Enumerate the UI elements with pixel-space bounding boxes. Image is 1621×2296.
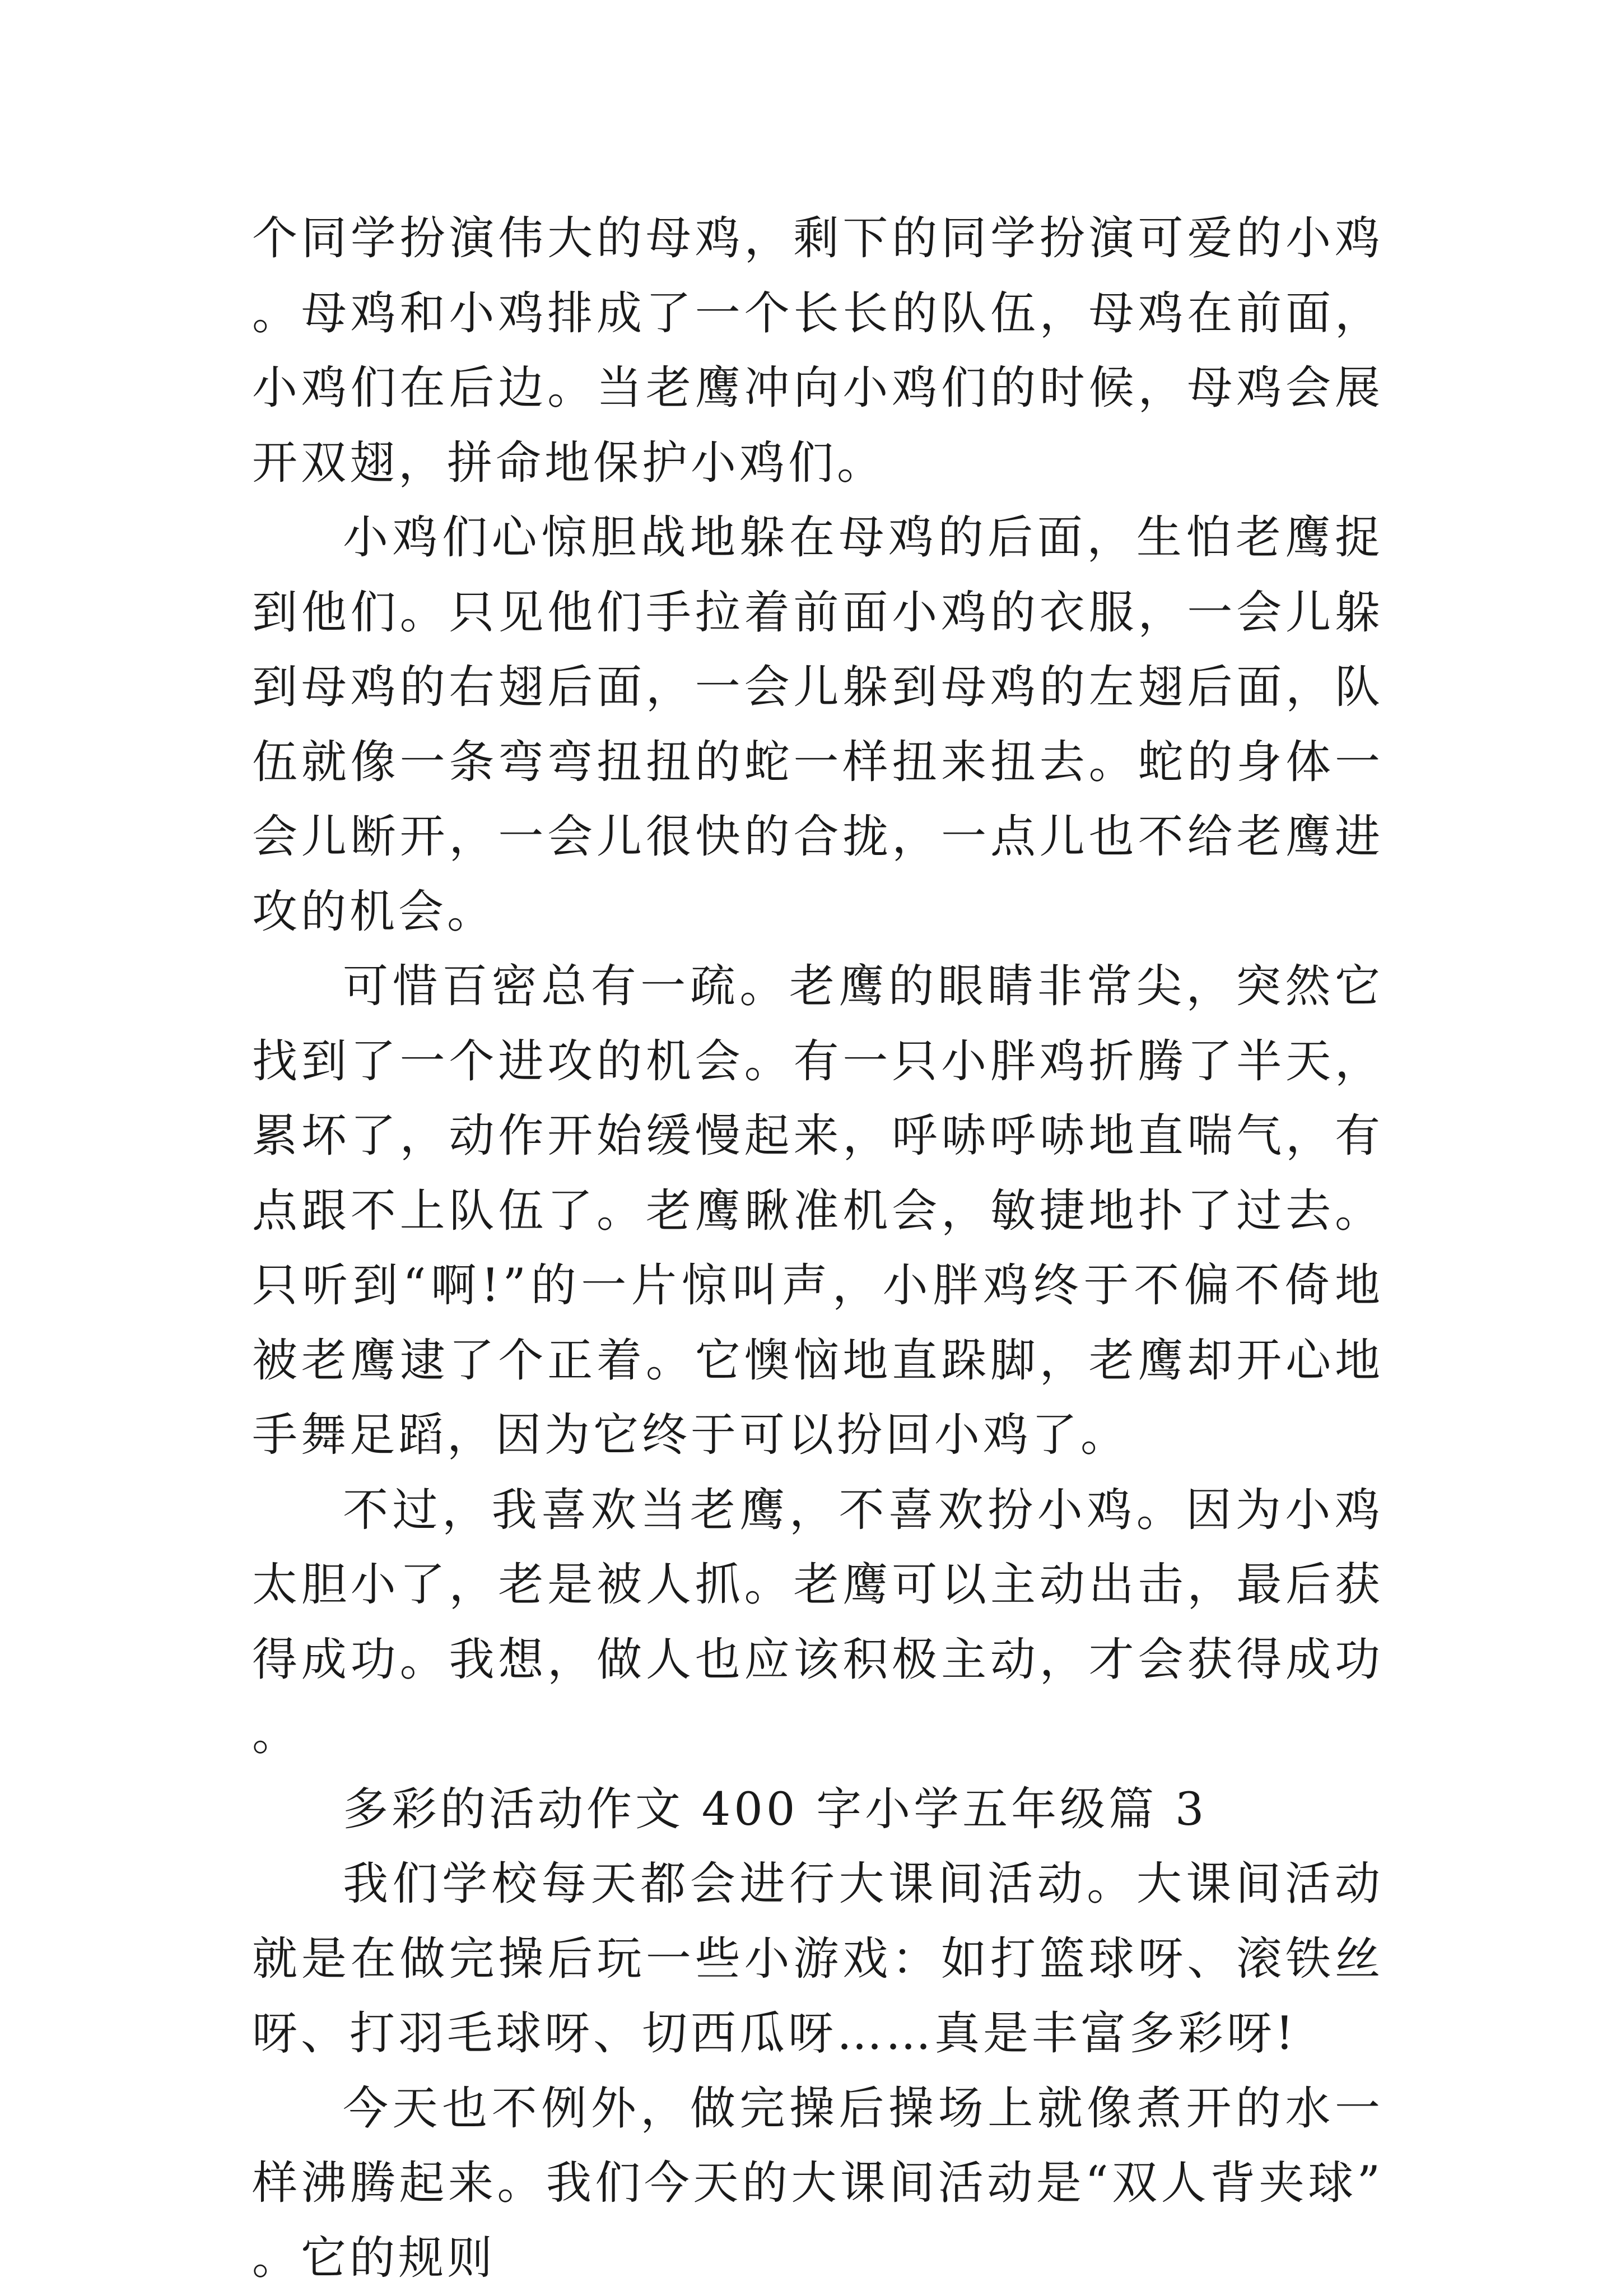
paragraph-recess-activities: 我们学校每天都会进行大课间活动。大课间活动就是在做完操后玩一些小游戏：如打篮球呀、滚铁丝呀、打羽毛球呀、切西瓜呀……真是丰富多彩呀! xyxy=(252,1847,1384,2072)
document-body xyxy=(252,202,1384,2296)
paragraph-today-activity: 今天也不例外，做完操后操场上就像煮开的水一样沸腾起来。我们今天的大课间活动是“双人背夹球”。它的规则 xyxy=(252,2072,1384,2296)
paragraph-conclusion: 不过，我喜欢当老鹰，不喜欢扮小鸡。因为小鸡太胆小了，老是被人抓。老鹰可以主动出击，最后获得成功。我想，做人也应该积极主动，才会获得成功。 xyxy=(252,1474,1384,1773)
paragraph-continuation: 个同学扮演伟大的母鸡，剩下的同学扮演可爱的小鸡。母鸡和小鸡排成了一个长长的队伍，母鸡在前面，小鸡们在后边。当老鹰冲向小鸡们的时候，母鸡会展开双翅，拼命地保护小鸡们。 xyxy=(252,202,1384,501)
paragraph-eagle-attack: 可惜百密总有一疏。老鹰的眼睛非常尖，突然它找到了一个进攻的机会。有一只小胖鸡折腾了半天，累坏了，动作开始缓慢起来，呼哧呼哧地直喘气，有点跟不上队伍了。老鹰瞅准机会，敏捷地扑了过去。只听到“啊!”的一片惊叫声，小胖鸡终于不偏不倚地被老鹰逮了个正着。它懊恼地直跺脚，老鹰却开心地手舞足蹈，因为它终于可以扮回小鸡了。 xyxy=(252,950,1384,1474)
paragraph-chicks-hiding: 小鸡们心惊胆战地躲在母鸡的后面，生怕老鹰捉到他们。只见他们手拉着前面小鸡的衣服，一会儿躲到母鸡的右翅后面，一会儿躲到母鸡的左翅后面，队伍就像一条弯弯扭扭的蛇一样扭来扭去。蛇的身体一会儿断开，一会儿很快的合拢，一点儿也不给老鹰进攻的机会。 xyxy=(252,501,1384,950)
section-heading: 多彩的活动作文 400 字小学五年级篇 3 xyxy=(252,1773,1384,1848)
